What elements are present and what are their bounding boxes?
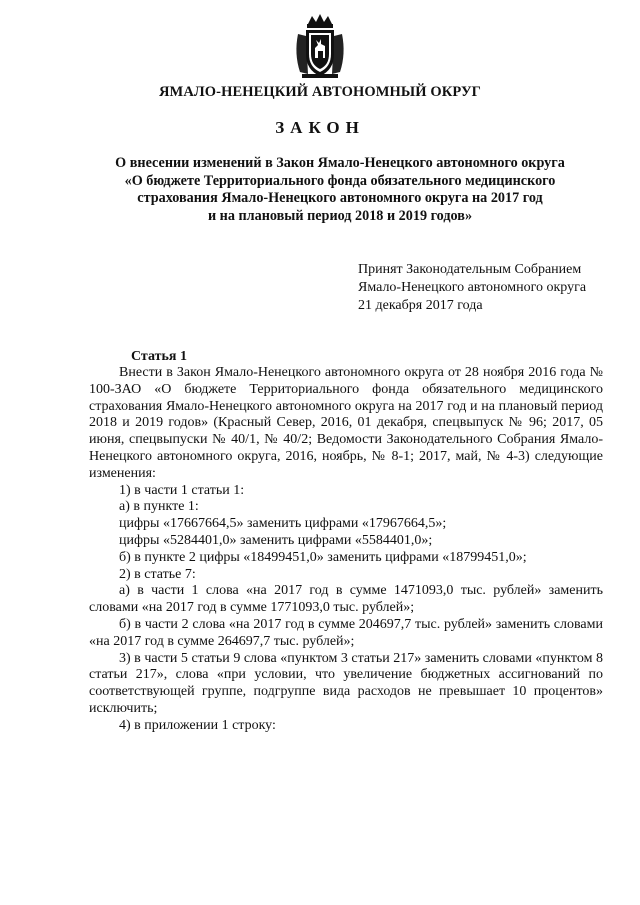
law-subject-line: «О бюджете Территориального фонда обязательного медицинского [124, 172, 556, 189]
law-subject-line: страхования Ямало-Ненецкого автономного округа на 2017 год [137, 190, 543, 206]
article-item: 2) в статье 7: [119, 566, 196, 582]
law-subject-line: и на плановый период 2018 и 2019 годов» [207, 207, 473, 224]
article-paragraph: 3) в части 5 статьи 9 слова «пунктом 3 статьи 217» заменить словами «пунктом 8 статьи 217», слова «при условии, что увеличение бюджетных ассигнований по соответствующей группе, подгруппе вида расходов не превышает 10 процентов» исключить; [89, 650, 603, 716]
article-item: б) в пункте 2 цифры «18499451,0» заменить цифрами «18799451,0»; [119, 549, 527, 565]
coat-of-arms-icon [290, 14, 350, 80]
article-item: а) в пункте 1: [119, 499, 199, 515]
article-body [89, 365, 603, 735]
law-subject-line: О внесении изменений в Закон Ямало-Ненецкого автономного округа [115, 155, 565, 171]
article-paragraph: 4) в приложении 1 строку: [119, 717, 276, 733]
article-heading: Статья 1 [131, 349, 187, 364]
article-item: цифры «17667664,5» заменить цифрами «17967664,5»; [119, 516, 447, 532]
law-title: ЗАКОН [275, 118, 365, 137]
article-intro: Внести в Закон Ямало-Ненецкого автономного округа от 28 ноября 2016 года № 100-ЗАО «О бюджете Территориального фонда обязательного медицинского страхования Ямало-Ненецкого автономного округа на 2017 год и на плановый период 2018 и 2019 годов» (Красный Север, 2016, 01 декабря, спецвыпуск № 96; 2017, 05 июня, спецвыпуски № 40/1, № 40/2; Ведомости Законодательного Собрания Ямало-Ненецкого автономного округа, 2016, ноябрь, № 8-1; 2017, май, № 4-3) следующие изменения: [89, 365, 603, 481]
article-paragraph: а) в части 1 слова «на 2017 год в сумме 1471093,0 тыс. рублей» заменить словами «на 2017 год в сумме 1771093,0 тыс. рублей»; [89, 583, 603, 616]
article-item: 1) в части 1 статьи 1: [119, 482, 245, 498]
adoption-line: Ямало-Ненецкого автономного округа [358, 280, 587, 295]
article-item: цифры «5284401,0» заменить цифрами «5584401,0»; [119, 532, 433, 548]
adoption-line: Принят Законодательным Собранием [358, 262, 582, 277]
law-subject [90, 155, 590, 225]
article-paragraph: б) в части 2 слова «на 2017 год в сумме 204697,7 тыс. рублей» заменить словами «на 2017 год в сумме 264697,7 тыс. рублей»; [89, 616, 603, 649]
adoption-line: 21 декабря 2017 года [358, 298, 483, 313]
region-name: ЯМАЛО-НЕНЕЦКИЙ АВТОНОМНЫЙ ОКРУГ [158, 84, 482, 100]
adoption-note [358, 261, 586, 315]
